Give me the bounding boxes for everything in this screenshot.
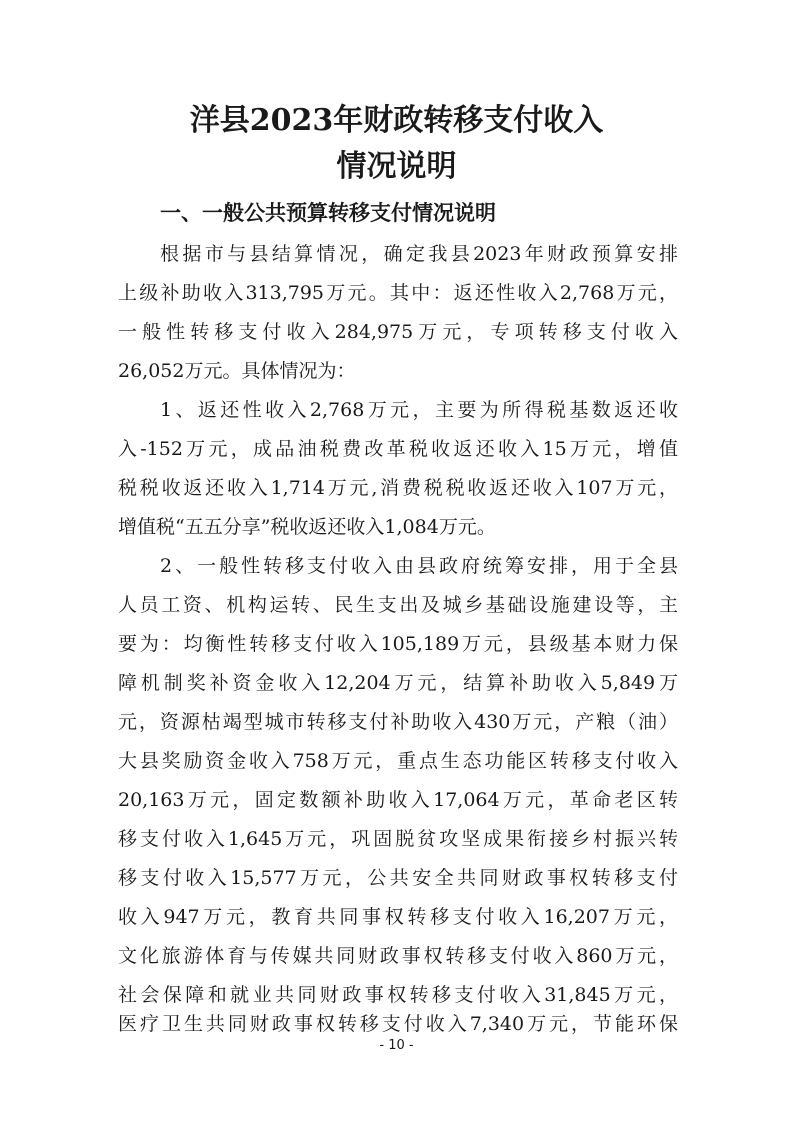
paragraph-2-line-4: 增值税“五五分享”税收返还收入1,084万元。	[118, 516, 496, 538]
paragraph-3-line-13: 医疗卫生共同财政事权转移支付收入7,340万元，节能环保	[118, 1013, 678, 1035]
paragraph-2-line-2: 入-152万元，成品油税费改革税收返还收入15万元，增值	[118, 438, 678, 460]
paragraph-3-line-8: 移支付收入1,645万元，巩固脱贫攻坚成果衔接乡村振兴转	[118, 828, 678, 850]
paragraph-1-line-1: 根据市与县结算情况，确定我县2023年财政预算安排	[160, 243, 678, 265]
document-title-line-1: 洋县2023年财政转移支付收入	[189, 103, 604, 138]
paragraph-2-line-3: 税税收返还收入1,714万元,消费税税收返还收入107万元，	[118, 477, 678, 499]
paragraph-3-line-12: 社会保障和就业共同财政事权转移支付收入31,845万元，	[118, 984, 678, 1006]
paragraph-3-line-10: 收入947万元，教育共同事权转移支付收入16,207万元，	[118, 906, 678, 928]
paragraph-1-line-3: 一般性转移支付收入284,975万元，专项转移支付收入	[118, 321, 678, 343]
paragraph-3-line-2: 人员工资、机构运转、民生支出及城乡基础设施建设等，主	[118, 594, 678, 616]
paragraph-3-line-11: 文化旅游体育与传媒共同财政事权转移支付收入860万元，	[118, 945, 678, 967]
section-heading: 一、一般公共预算转移支付情况说明	[160, 201, 496, 225]
paragraph-3-line-6: 大县奖励资金收入758万元，重点生态功能区转移支付收入	[118, 750, 678, 772]
page-number: - 10 -	[379, 1038, 414, 1053]
paragraph-3-line-5: 元，资源枯竭型城市转移支付补助收入430万元，产粮（油）	[118, 711, 678, 733]
paragraph-3-line-4: 障机制奖补资金收入12,204万元，结算补助收入5,849万	[118, 672, 678, 694]
document-title-line-2: 情况说明	[336, 149, 457, 184]
paragraph-3-line-1: 2、一般性转移支付收入由县政府统筹安排，用于全县	[160, 555, 678, 577]
paragraph-3-line-9: 移支付收入15,577万元，公共安全共同财政事权转移支付	[118, 867, 678, 889]
paragraph-1-line-4: 26,052万元。具体情况为：	[118, 360, 356, 382]
paragraph-2-line-1: 1、返还性收入2,768万元，主要为所得税基数返还收	[160, 399, 678, 421]
paragraph-3-line-3: 要为：均衡性转移支付收入105,189万元，县级基本财力保	[118, 633, 678, 655]
paragraph-1-line-2: 上级补助收入313,795万元。其中：返还性收入2,768万元，	[118, 282, 678, 304]
paragraph-3-line-7: 20,163万元，固定数额补助收入17,064万元，革命老区转	[118, 789, 678, 811]
